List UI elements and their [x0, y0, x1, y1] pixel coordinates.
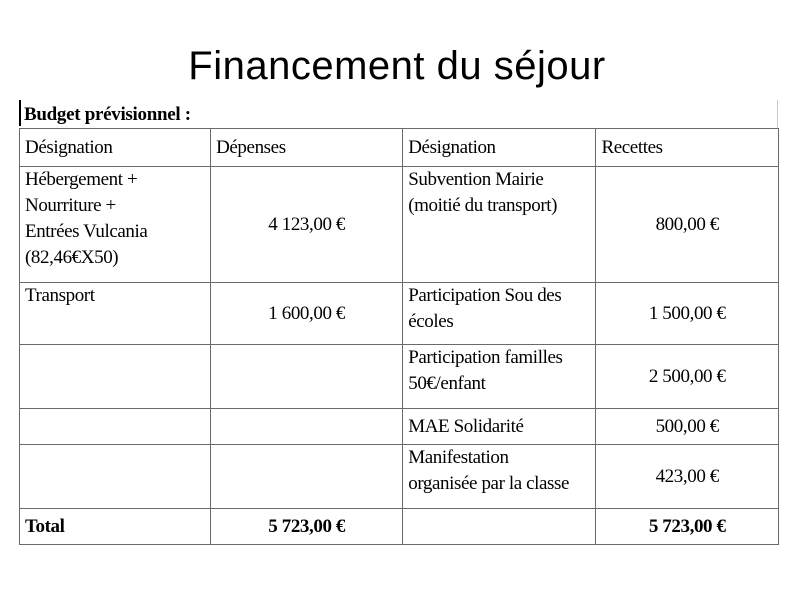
- header-designation-income: Désignation: [403, 129, 596, 167]
- cell-designation-expense: [20, 409, 211, 445]
- cell-income: 423,00 €: [596, 445, 779, 509]
- table-row: [20, 409, 779, 445]
- cell-income: 800,00 €: [596, 167, 779, 283]
- cell-expense: [211, 409, 403, 445]
- cell-designation-income: Subvention Mairie (moitié du transport): [403, 167, 596, 283]
- table-row: [20, 283, 779, 345]
- cell-designation-income: MAE Solidarité: [403, 409, 596, 445]
- right-border-rule: [777, 100, 778, 128]
- total-expense: 5 723,00 €: [211, 509, 403, 545]
- table-header-row: [20, 129, 779, 167]
- table-row: [20, 445, 779, 509]
- cell-income: 500,00 €: [596, 409, 779, 445]
- budget-table: [19, 128, 779, 545]
- header-expenses: Dépenses: [211, 129, 403, 167]
- cell-designation-expense: Transport: [20, 283, 211, 345]
- total-income: 5 723,00 €: [596, 509, 779, 545]
- header-designation-expense: Désignation: [20, 129, 211, 167]
- total-designation-income: [403, 509, 596, 545]
- cell-designation-expense: [20, 445, 211, 509]
- cell-designation-income: Participation Sou des écoles: [403, 283, 596, 345]
- cell-expense: [211, 345, 403, 409]
- table-row: [20, 167, 779, 283]
- header-income: Recettes: [596, 129, 779, 167]
- budget-heading: Budget prévisionnel :: [24, 104, 191, 125]
- cell-designation-expense: [20, 345, 211, 409]
- cell-designation-income: Participation familles 50€/enfant: [403, 345, 596, 409]
- cell-designation-expense: Hébergement + Nourriture + Entrées Vulcania (82,46€X50): [20, 167, 211, 283]
- table-total-row: [20, 509, 779, 545]
- table-row: [20, 345, 779, 409]
- cell-income: 2 500,00 €: [596, 345, 779, 409]
- total-label: Total: [20, 509, 211, 545]
- cell-expense: 1 600,00 €: [211, 283, 403, 345]
- cell-income: 1 500,00 €: [596, 283, 779, 345]
- slide-title: Financement du séjour: [188, 44, 606, 88]
- left-border-rule: [19, 100, 21, 126]
- cell-expense: 4 123,00 €: [211, 167, 403, 283]
- cell-designation-income: Manifestation organisée par la classe: [403, 445, 596, 509]
- cell-expense: [211, 445, 403, 509]
